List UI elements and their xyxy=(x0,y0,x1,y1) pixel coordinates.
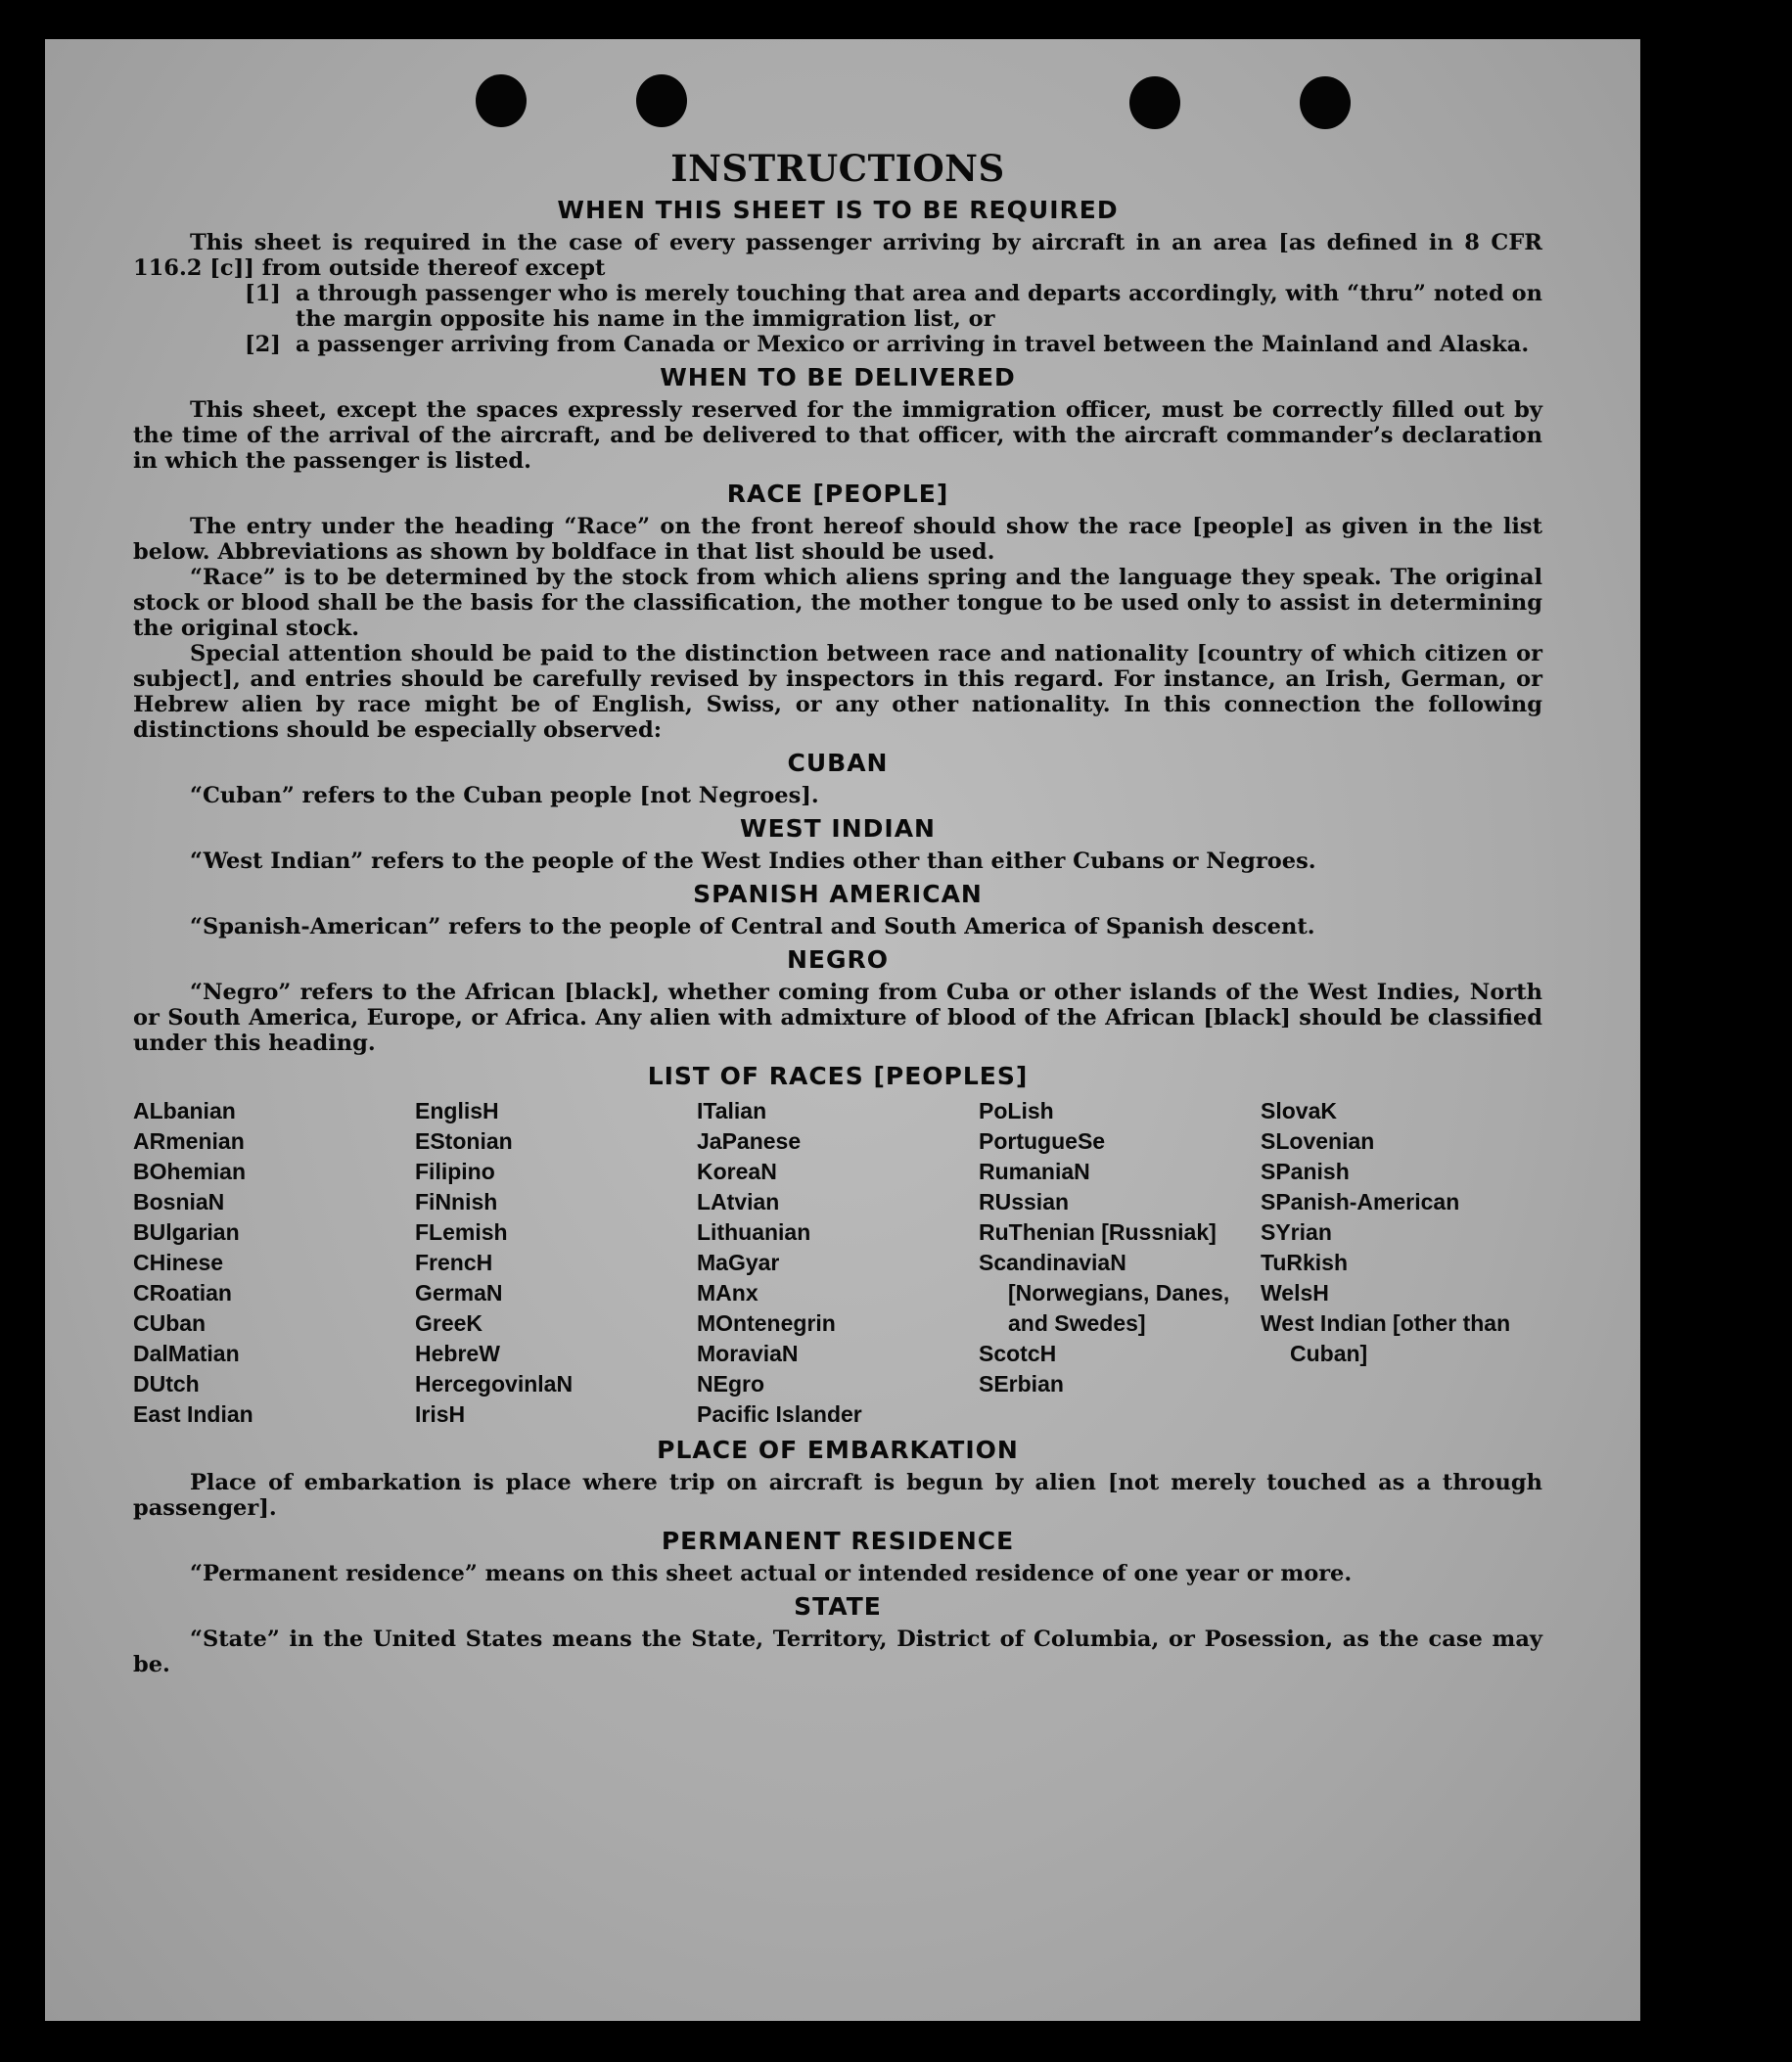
race-entry: EnglisH xyxy=(415,1098,499,1123)
punch-hole xyxy=(1300,76,1351,129)
punch-hole xyxy=(1129,76,1180,129)
heading-cuban: CUBAN xyxy=(787,749,889,777)
race-entry: KoreaN xyxy=(697,1159,777,1184)
heading-spanish-american: SPANISH AMERICAN xyxy=(693,880,983,908)
punch-hole xyxy=(476,74,527,127)
heading-when-required: WHEN THIS SHEET IS TO BE REQUIRED xyxy=(557,196,1119,224)
race-entry: West Indian [other than Cuban] xyxy=(1261,1310,1511,1366)
race-entry: Filipino xyxy=(415,1159,495,1184)
race-entry: WelsH xyxy=(1261,1280,1329,1306)
race-entry: ITalian xyxy=(697,1098,767,1123)
race-entry: CHinese xyxy=(133,1250,224,1275)
exception-item xyxy=(133,281,1542,332)
race-entry: SLovenian xyxy=(1261,1128,1375,1154)
heading-state: STATE xyxy=(794,1592,882,1621)
race-entry: BosniaN xyxy=(133,1189,225,1214)
heading-west-indian: WEST INDIAN xyxy=(740,814,936,843)
west-indian-text: “West Indian” refers to the people of the West Indies other than either Cubans or Negroes. xyxy=(190,848,1316,874)
heading-when-delivered: WHEN TO BE DELIVERED xyxy=(660,363,1016,391)
negro-text: “Negro” refers to the African [black], whether coming from Cuba or other islands of the West Indies, North or South America, Europe, or Africa. Any alien with admixture of blood of the African [black] should be classified under this heading. xyxy=(133,980,1542,1056)
races-column xyxy=(979,1096,1261,1430)
permanent-residence-text: “Permanent residence” means on this sheet actual or intended residence of one year or more. xyxy=(190,1561,1353,1586)
state-text: “State” in the United States means the State, Territory, District of Columbia, or Posession, as the case may be. xyxy=(133,1627,1542,1677)
exception-item xyxy=(133,332,1542,357)
race-entry: SPanish-American xyxy=(1261,1189,1460,1214)
race-entry: SlovaK xyxy=(1261,1098,1337,1123)
races-column xyxy=(133,1096,415,1430)
race-entry: BUlgarian xyxy=(133,1219,240,1245)
race-entry: DUtch xyxy=(133,1371,200,1397)
heading-list-of-races: LIST OF RACES [PEOPLES] xyxy=(647,1062,1029,1090)
instructions-content xyxy=(133,147,1542,1677)
race-entry: PortugueSe xyxy=(979,1128,1106,1154)
races-column xyxy=(697,1096,979,1430)
race-entry: MAnx xyxy=(697,1280,758,1306)
race-entry: FrencH xyxy=(415,1250,493,1275)
race-entry: Pacific Islander xyxy=(697,1401,862,1427)
race-entry: BOhemian xyxy=(133,1159,247,1184)
race-entry: FLemish xyxy=(415,1219,508,1245)
race-entry: East Indian xyxy=(133,1401,253,1427)
page-title: INSTRUCTIONS xyxy=(670,147,1005,190)
race-entry: ALbanian xyxy=(133,1098,236,1123)
when-required-intro: This sheet is required in the case of every passenger arriving by aircraft in an area [as defined in 8 CFR 116.2 [c]] from outside thereof except xyxy=(133,230,1542,281)
race-entry: RumaniaN xyxy=(979,1159,1090,1184)
race-entry: MOntenegrin xyxy=(697,1310,836,1336)
race-entry: GreeK xyxy=(415,1310,483,1336)
race-paragraph: Special attention should be paid to the distinction between race and nationality [country of which citizen or subject], and entries should be carefully revised by inspectors in this regard. For instance, an Irish, German, or Hebrew alien by race might be of English, Swiss, or any other nationality. In this connection the following distinctions should be especially observed: xyxy=(133,641,1542,743)
document-sheet xyxy=(45,39,1640,2021)
heading-negro: NEGRO xyxy=(786,945,890,974)
exception-text: a through passenger who is merely touching that area and departs accordingly, with “thru” noted on the margin opposite his name in the immigration list, or xyxy=(296,281,1542,332)
spanish-american-text: “Spanish-American” refers to the people of Central and South America of Spanish descent. xyxy=(190,914,1315,939)
race-entry: EStonian xyxy=(415,1128,513,1154)
race-entry: NEgro xyxy=(697,1371,764,1397)
race-entry: ARmenian xyxy=(133,1128,245,1154)
race-entry: LAtvian xyxy=(697,1189,780,1214)
race-entry: DalMatian xyxy=(133,1341,240,1366)
race-entry: SPanish xyxy=(1261,1159,1350,1184)
race-paragraph: “Race” is to be determined by the stock from which aliens spring and the language they speak. The original stock or blood shall be the basis for the classification, the mother tongue to be used only to assist in determining the original stock. xyxy=(133,565,1542,641)
race-entry: ScotcH xyxy=(979,1341,1057,1366)
race-entry: TuRkish xyxy=(1261,1250,1349,1275)
race-entry: SYrian xyxy=(1261,1219,1332,1245)
race-entry: MoraviaN xyxy=(697,1341,799,1366)
heading-race: RACE [PEOPLE] xyxy=(726,480,949,508)
exception-text: a passenger arriving from Canada or Mexico or arriving in travel between the Mainland and Alaska. xyxy=(296,332,1530,357)
race-entry: CUban xyxy=(133,1310,207,1336)
when-delivered-text: This sheet, except the spaces expressly reserved for the immigration officer, must be correctly filled out by the time of the arrival of the aircraft, and be delivered to that officer, with the aircraft commander’s declaration in which the passenger is listed. xyxy=(133,397,1542,474)
heading-place-of-embarkation: PLACE OF EMBARKATION xyxy=(657,1436,1019,1464)
race-entry: JaPanese xyxy=(697,1128,802,1154)
race-entry: MaGyar xyxy=(697,1250,780,1275)
race-entry: IrisH xyxy=(415,1401,466,1427)
race-entry: HebreW xyxy=(415,1341,500,1366)
race-entry: RUssian xyxy=(979,1189,1070,1214)
punch-hole xyxy=(636,74,687,127)
race-entry: GermaN xyxy=(415,1280,503,1306)
races-list xyxy=(133,1096,1542,1430)
race-entry: ScandinaviaN [Norwegians, Danes, and Swedes] xyxy=(979,1250,1230,1336)
race-entry: PoLish xyxy=(979,1098,1054,1123)
exception-number: [2] xyxy=(245,332,281,357)
cuban-text: “Cuban” refers to the Cuban people [not Negroes]. xyxy=(190,783,819,808)
race-entry: FiNnish xyxy=(415,1189,498,1214)
race-entry: CRoatian xyxy=(133,1280,232,1306)
race-entry: HercegovinlaN xyxy=(415,1371,574,1397)
exception-number: [1] xyxy=(245,281,281,306)
race-paragraph: The entry under the heading “Race” on the front hereof should show the race [people] as given in the list below. Abbreviations as shown by boldface in that list should be used. xyxy=(133,514,1542,565)
race-entry: RuThenian [Russniak] xyxy=(979,1219,1217,1245)
race-entry: SErbian xyxy=(979,1371,1064,1397)
races-column xyxy=(1261,1096,1542,1430)
place-of-embarkation-text: Place of embarkation is place where trip on aircraft is begun by alien [not merely touched as a through passenger]. xyxy=(133,1470,1542,1521)
races-column xyxy=(415,1096,697,1430)
heading-permanent-residence: PERMANENT RESIDENCE xyxy=(661,1527,1015,1555)
race-entry: Lithuanian xyxy=(697,1219,811,1245)
